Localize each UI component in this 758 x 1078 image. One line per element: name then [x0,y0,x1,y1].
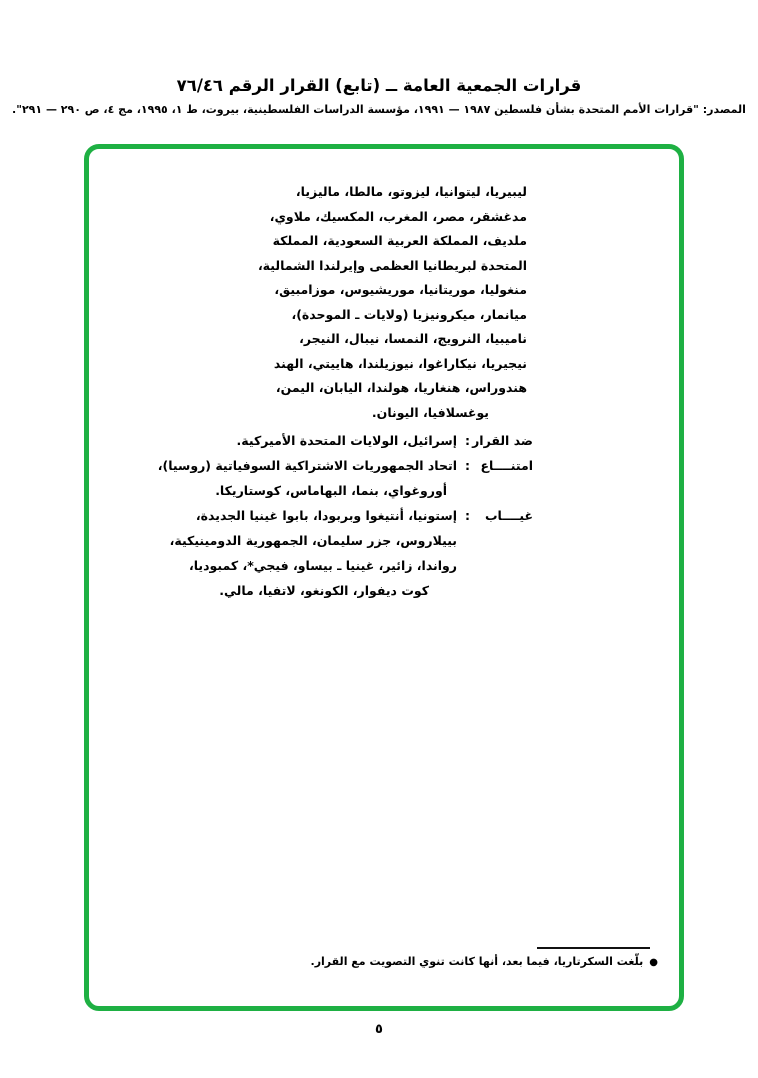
text-line: أوروغواي، بنما، البهاماس، كوستاريكا. [215,483,447,498]
source-citation: المصدر: "قرارات الأمم المتحدة بشأن فلسطين ١٩٨٧ — ١٩٩١، مؤسسة الدراسات الفلسطينية، بيروت، ط ١، ١٩٩٥، مج ٤، ص ٢٩٠ — ٢٩١". [12,103,746,116]
footnote-bullet-icon: ● [649,957,658,968]
text-line: ليبيريا، ليتوانيا، ليزوتو، مالطا، ماليزيا، [295,184,527,199]
text-line: إسرائيل، الولايات المتحدة الأميركية. [236,433,457,448]
section-label: ضد القرار [472,433,533,448]
text-line: ملديف، المملكة العربية السعودية، المملكة [272,233,527,248]
section-content [169,503,457,603]
section-colon: : [465,458,470,473]
text-line: ناميبيا، النرويج، النمسا، نيبال، النيجر، [299,331,527,346]
section-content [238,428,457,453]
text-line: مدغشقر، مصر، المغرب، المكسيك، ملاوي، [269,208,527,224]
text-line: بييلاروس، جزر سليمان، الجمهورية الدومينيكية، [169,533,457,548]
footnote-text: بلّغت السكرتاريا، فيما بعد، أنها كانت تنوي التصويت مع القرار. [310,955,644,968]
section-label-wrap [465,428,533,453]
footnote [310,954,658,971]
footnote-separator [537,947,650,949]
text-line: اتحاد الجمهوريات الاشتراكية السوفياتية (روسيا)، [157,458,457,473]
text-line: ميانمار، ميكرونيزيا (ولايات ـ الموحدة)، [291,306,527,322]
section-label: غيــــاب [485,508,533,523]
section-absent [169,503,533,603]
voting-sections [157,428,533,603]
section-label-wrap [465,503,533,603]
text-line: نيجيريا، نيكاراغوا، نيوزيلندا، هاييتي، الهند [273,355,527,371]
resolution-voting-box [84,144,684,1011]
page-title: قرارات الجمعية العامة ــ (تابع) القرار الرقم ٧٦/٤٦ [176,76,582,95]
text-line: يوغسلافيا، اليونان. [371,404,489,420]
section-label: امتنــــاع [480,458,533,473]
text-line: منغوليا، موريتانيا، موريشيوس، موزامبيق، [274,282,527,297]
page-number: ٥ [375,1022,383,1037]
in-favor-continuation-paragraph [257,180,527,425]
text-line: رواندا، زائير، غينيا ـ بيساو، فيجي*، كمبوديا، [188,558,457,573]
text-line: المتحدة لبريطانيا العظمى وإيرلندا الشمالية، [257,257,527,273]
section-against [238,428,533,453]
text-line: هندوراس، هنغاريا، هولندا، اليابان، اليمن، [275,380,527,395]
section-abstain [157,453,533,503]
text-line: إستونيا، أنتيغوا وبربودا، بابوا غينيا الجديدة، [195,508,457,523]
section-label-wrap [465,453,533,503]
section-colon: : [465,433,470,448]
section-colon: : [465,508,470,523]
text-line: كوت ديفوار، الكونغو، لاتفيا، مالي. [219,583,429,598]
section-content [157,453,457,503]
